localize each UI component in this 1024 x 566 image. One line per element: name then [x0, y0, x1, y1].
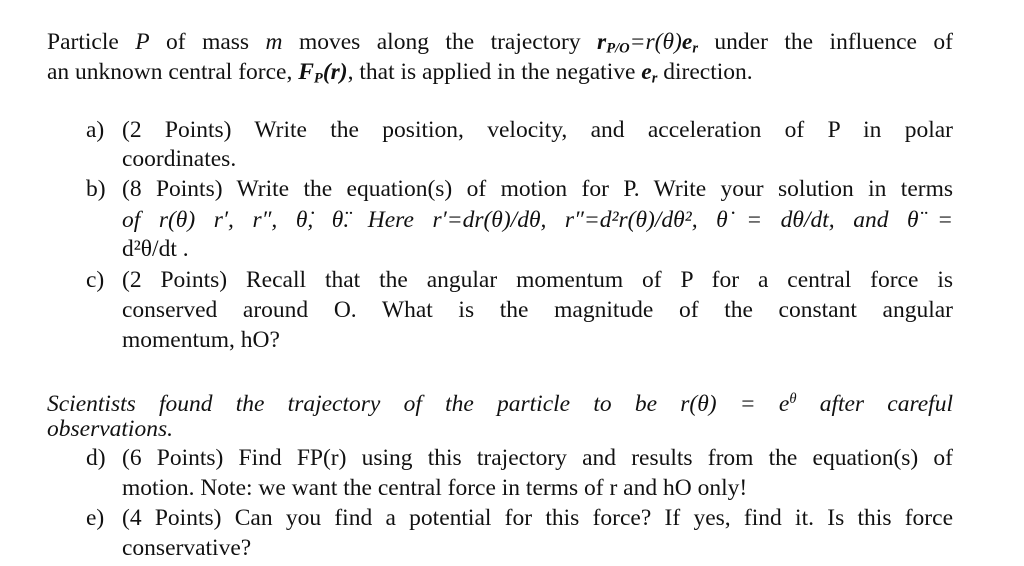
- unit-vector-er-2: $e_r$: [641, 59, 658, 87]
- item-a-label: a): [86, 117, 105, 143]
- scientists-line-1: Scientists found the trajectory of the particle to be $r(\theta) = e^\theta$ after careful: [47, 391, 953, 417]
- item-b-line-2: of r(θ) r′, r″, θ̇, θ̈. Here r′=dr(θ)/dθ, r″=d²r(θ)/dθ², θ̇ = dθ/dt, and θ̈ =: [122, 207, 953, 233]
- item-e-line-1: (4 Points) Can you find a potential for this force? If yes, find it. Is this force: [122, 505, 953, 531]
- position-vector: $r_{P/O}$: [597, 29, 630, 57]
- item-b-line-1: (8 Points) Write the equation(s) of motion for P. Write your solution in terms: [122, 176, 953, 202]
- item-c-line-1: (2 Points) Recall that the angular momentum of P for a central force is: [122, 267, 953, 293]
- item-e-label: e): [86, 505, 105, 531]
- unit-vector-er: $e_r$: [681, 29, 698, 57]
- item-a-line-2: coordinates.: [122, 146, 237, 172]
- central-force: $F_P(r)$: [298, 59, 348, 87]
- item-d-label: d): [86, 445, 106, 471]
- intro-line-2: an unknown central force, $F_P(r)$, that is applied in the negative $e_r$ direction.: [47, 59, 753, 87]
- item-d-line-2: motion. Note: we want the central force in terms of r and hO only!: [122, 475, 748, 501]
- item-c-line-2: conserved around O. What is the magnitude of the constant angular: [122, 297, 953, 323]
- item-e-line-2: conservative?: [122, 535, 252, 561]
- item-c-label: c): [86, 267, 105, 293]
- item-d-line-1: (6 Points) Find FP(r) using this trajectory and results from the equation(s) of: [122, 445, 953, 471]
- item-b-line-3: d²θ/dt .: [122, 236, 189, 262]
- item-a-line-1: (2 Points) Write the position, velocity, and acceleration of P in polar: [122, 117, 953, 143]
- item-b-label: b): [86, 176, 106, 202]
- item-c-line-3: momentum, hO?: [122, 327, 280, 353]
- scientists-line-2: observations.: [47, 416, 173, 442]
- intro-line-1: Particle P of mass m moves along the trajectory $r_{P/O}=r(\theta)e_r$ under the influence of: [47, 29, 953, 57]
